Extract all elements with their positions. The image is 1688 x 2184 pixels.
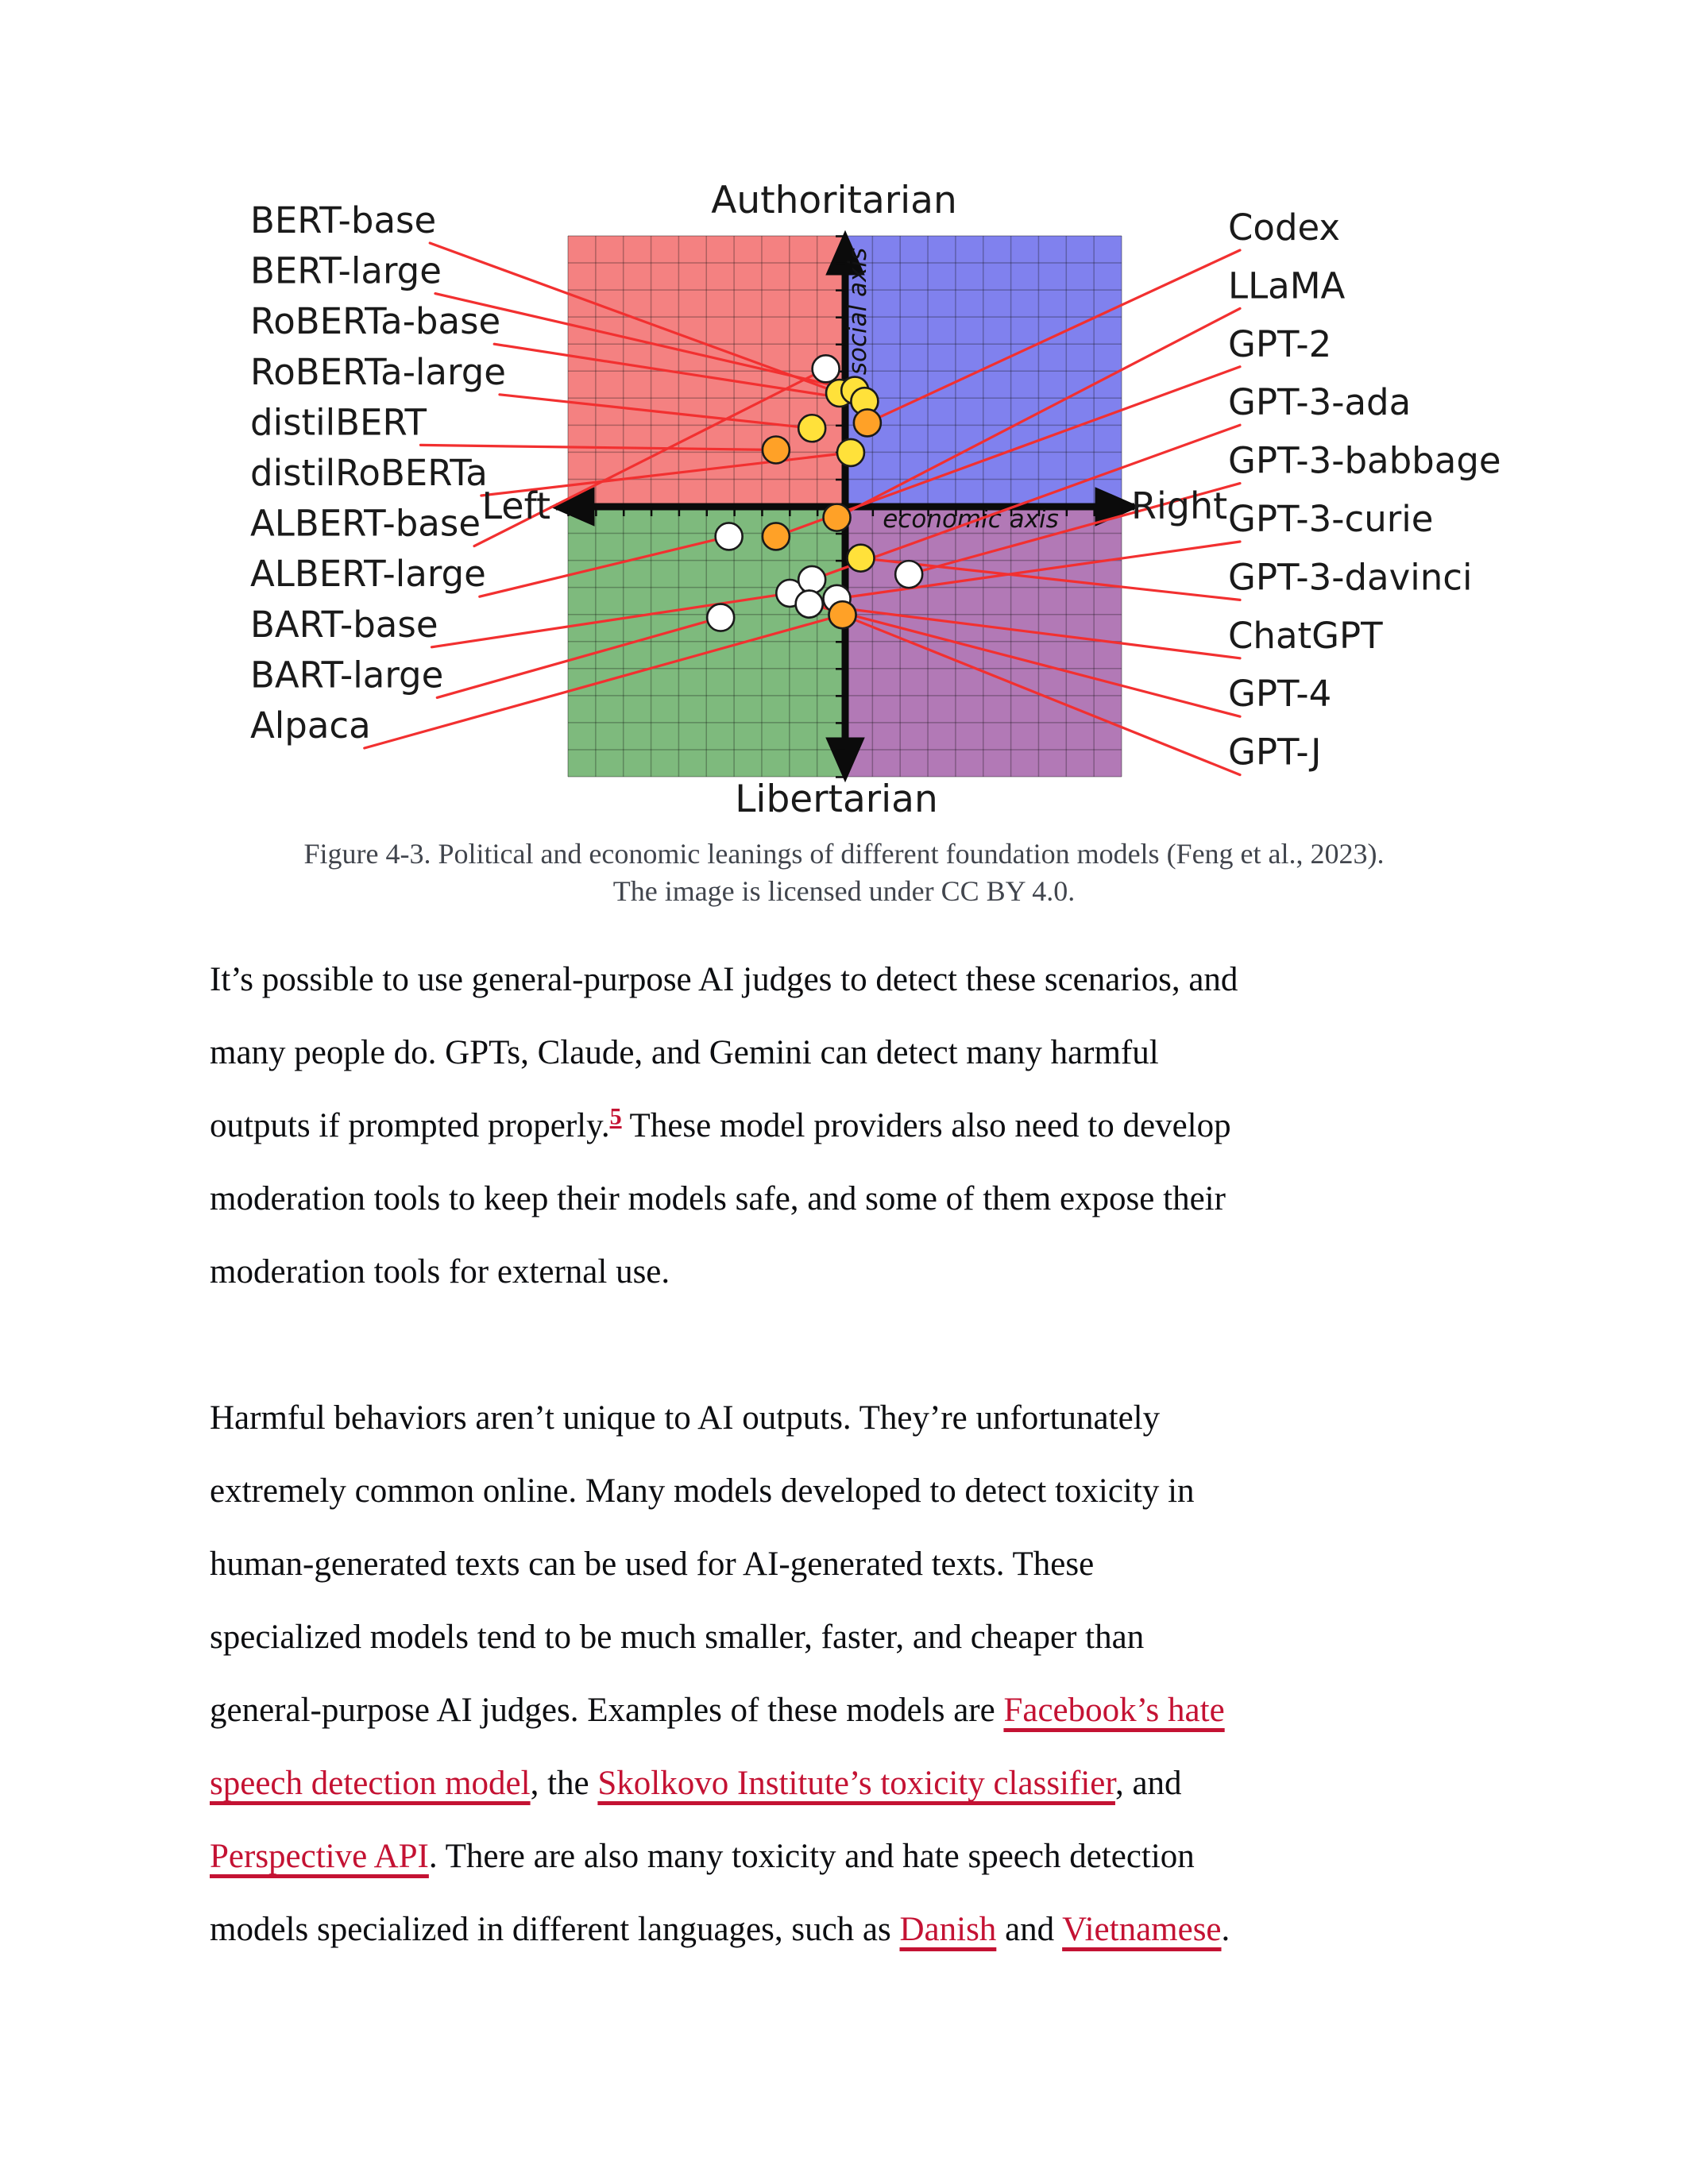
right-axis-label: Right — [1131, 484, 1228, 527]
figure-caption — [0, 835, 1688, 910]
paragraph-1-line-3 — [210, 1090, 1501, 1163]
link-facebook-s-hate[interactable]: Facebook’s hate — [1003, 1692, 1225, 1729]
caption-line-1: Figure 4-3. Political and economic leanings of different foundation models (Feng et al., 2023). — [303, 838, 1385, 870]
text-run: , the — [530, 1765, 598, 1802]
link-danish[interactable]: Danish — [899, 1911, 997, 1948]
text-run: many people do. GPTs, Claude, and Gemini can detect many harmful — [210, 1034, 1159, 1071]
paragraph-1-line-2 — [210, 1017, 1501, 1090]
footnote-ref-5[interactable]: 5 — [609, 1103, 622, 1130]
paragraph-1 — [210, 943, 1501, 1309]
text-run: It’s possible to use general-purpose AI judges to detect these scenarios, and — [210, 961, 1238, 998]
paragraph-2-line-2 — [210, 1455, 1501, 1528]
data-point-GPT-4 — [796, 591, 823, 618]
text-run: models specialized in different languages, such as — [210, 1911, 900, 1948]
text-run: . There are also many toxicity and hate speech detection — [428, 1838, 1195, 1875]
political-compass-chart — [0, 0, 1688, 830]
data-point-GPT-3-babbage — [895, 561, 922, 588]
model-label-GPT-3-davinci: GPT-3-davinci — [1228, 556, 1473, 599]
economic-axis-label: economic axis — [883, 505, 1059, 534]
libertarian-label: Libertarian — [735, 778, 938, 821]
data-point-GPT-2 — [763, 523, 790, 550]
model-label-BERT-large: BERT-large — [250, 249, 442, 292]
model-label-GPT-3-babbage: GPT-3-babbage — [1228, 439, 1501, 482]
figure-4-3 — [0, 0, 1688, 830]
model-label-BERT-base: BERT-base — [250, 199, 437, 241]
paragraph-2-line-5 — [210, 1674, 1501, 1747]
text-run: and — [996, 1911, 1063, 1948]
data-point-ALBERT-base — [813, 355, 840, 382]
text-run: Harmful behaviors aren’t unique to AI outputs. They’re unfortunately — [210, 1399, 1161, 1437]
data-point-distilBERT — [763, 436, 790, 463]
paragraph-2-line-6 — [210, 1747, 1501, 1820]
model-label-GPT-2: GPT-2 — [1228, 322, 1332, 365]
model-label-RoBERTa-base: RoBERTa-base — [250, 300, 501, 343]
text-run: human-generated texts can be used for AI-generated texts. These — [210, 1545, 1095, 1583]
model-label-ALBERT-large: ALBERT-large — [250, 553, 486, 596]
data-point-ALBERT-large — [716, 523, 743, 550]
model-label-BART-large: BART-large — [250, 654, 444, 696]
data-point-RoBERTa-large — [798, 415, 825, 442]
data-point-GPT-3-ada — [798, 566, 825, 593]
model-label-GPT-4: GPT-4 — [1228, 673, 1332, 716]
model-label-RoBERTa-large: RoBERTa-large — [250, 350, 506, 393]
paragraph-1-line-1 — [210, 943, 1501, 1017]
paragraph-2-line-8 — [210, 1893, 1501, 1966]
model-label-ChatGPT: ChatGPT — [1228, 614, 1383, 657]
data-point-Codex — [854, 409, 881, 436]
model-label-Alpaca: Alpaca — [250, 704, 371, 747]
paragraph-2-line-3 — [210, 1528, 1501, 1601]
model-label-GPT-J: GPT-J — [1228, 731, 1322, 774]
text-run: , and — [1114, 1765, 1182, 1802]
paragraph-1-line-5 — [210, 1236, 1501, 1309]
text-run: extremely common online. Many models developed to detect toxicity in — [210, 1472, 1195, 1510]
link-skolkovo-institute-s-toxicity-classifier[interactable]: Skolkovo Institute’s toxicity classifier — [597, 1765, 1115, 1802]
text-run: moderation tools to keep their models safe, and some of them expose their — [210, 1180, 1226, 1217]
model-label-GPT-3-ada: GPT-3-ada — [1228, 381, 1412, 424]
caption-line-2: The image is licensed under CC BY 4.0. — [612, 875, 1076, 907]
link-speech-detection-model[interactable]: speech detection model — [210, 1765, 531, 1802]
link-vietnamese[interactable]: Vietnamese — [1062, 1911, 1222, 1948]
text-run: general-purpose AI judges. Examples of these models are — [210, 1692, 1004, 1729]
text-run: outputs if prompted properly. — [210, 1107, 610, 1144]
paragraph-2-line-4 — [210, 1601, 1501, 1674]
data-point-GPT-J — [829, 601, 856, 628]
model-label-GPT-3-curie: GPT-3-curie — [1228, 498, 1434, 540]
model-label-ALBERT-base: ALBERT-base — [250, 502, 481, 545]
data-point-GPT-3-davinci — [848, 545, 875, 572]
paragraph-1-line-4 — [210, 1163, 1501, 1236]
text-run: specialized models tend to be much smaller, faster, and cheaper than — [210, 1619, 1145, 1656]
data-point-distilRoBERTa — [837, 439, 864, 466]
paragraph-2 — [210, 1382, 1501, 1966]
text-run: These model providers also need to develop — [621, 1107, 1231, 1144]
paragraph-2-line-7 — [210, 1820, 1501, 1893]
social-axis-label: social axis — [844, 247, 872, 376]
model-label-Codex: Codex — [1228, 206, 1341, 249]
paragraph-2-line-1 — [210, 1382, 1501, 1455]
link-perspective-api[interactable]: Perspective API — [210, 1838, 429, 1875]
model-label-distilBERT: distilBERT — [250, 401, 427, 444]
authoritarian-label: Authoritarian — [711, 179, 957, 222]
text-run: moderation tools for external use. — [210, 1253, 670, 1291]
data-point-LLaMA — [824, 504, 851, 531]
model-label-distilRoBERTa: distilRoBERTa — [250, 452, 488, 494]
model-label-LLaMA: LLaMA — [1228, 264, 1346, 307]
data-point-BART-large — [707, 604, 734, 631]
text-run: . — [1221, 1911, 1230, 1948]
model-label-BART-base: BART-base — [250, 603, 438, 646]
left-axis-label: Left — [481, 484, 550, 527]
